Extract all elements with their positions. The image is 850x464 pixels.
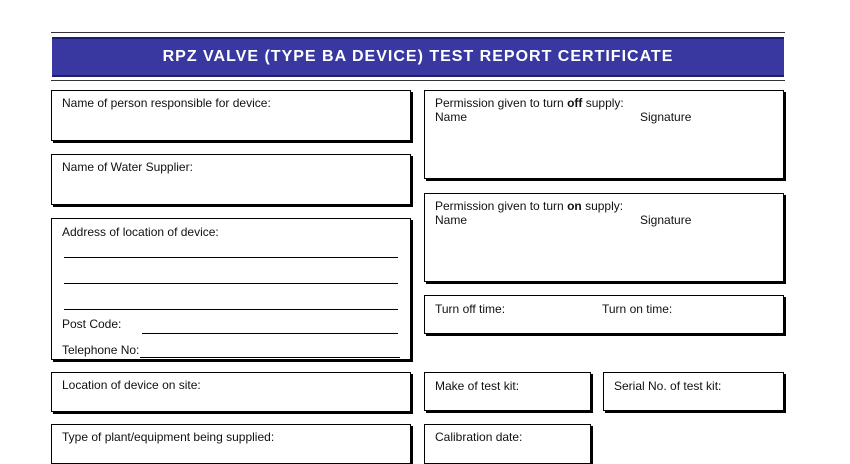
top-rule (51, 32, 785, 33)
serial-no-field[interactable] (603, 372, 784, 411)
water-supplier-field[interactable] (51, 154, 411, 205)
address-line-2[interactable] (64, 283, 398, 284)
water-supplier-label: Name of Water Supplier: (62, 160, 193, 174)
plant-type-field[interactable] (51, 424, 411, 464)
person-responsible-field[interactable] (51, 90, 411, 141)
permission-off-name-label: Name (435, 110, 468, 124)
page-title: RPZ VALVE (TYPE BA DEVICE) TEST REPORT CERTIFICATE (162, 48, 674, 65)
address-label: Address of location of device: (62, 225, 219, 239)
turn-off-time-label: Turn off time: (435, 302, 506, 316)
bottom-rule (51, 80, 785, 81)
post-code-line[interactable] (142, 333, 398, 334)
permission-on-name-label: Name (435, 213, 468, 227)
make-of-test-kit-field[interactable] (424, 372, 591, 411)
permission-on-field[interactable] (424, 193, 784, 282)
title-banner (52, 37, 784, 77)
calibration-date-field[interactable] (424, 424, 591, 464)
turn-on-time-label: Turn on time: (602, 302, 673, 316)
calibration-date-label: Calibration date: (435, 430, 523, 444)
permission-off-field[interactable] (424, 90, 784, 179)
telephone-label: Telephone No: (62, 343, 140, 357)
make-of-test-kit-label: Make of test kit: (435, 379, 520, 393)
permission-off-signature-label: Signature (640, 110, 692, 124)
plant-type-label: Type of plant/equipment being supplied: (62, 430, 275, 444)
permission-on-signature-label: Signature (640, 213, 692, 227)
address-line-1[interactable] (64, 257, 398, 258)
location-on-site-field[interactable] (51, 372, 411, 412)
address-field[interactable] (51, 218, 411, 360)
address-line-3[interactable] (64, 309, 398, 310)
person-responsible-label: Name of person responsible for device: (62, 96, 271, 110)
permission-off-label: Permission given to turn off supply: (435, 96, 624, 110)
serial-no-label: Serial No. of test kit: (614, 379, 722, 393)
location-on-site-label: Location of device on site: (62, 378, 201, 392)
permission-on-label: Permission given to turn on supply: (435, 199, 624, 213)
telephone-line[interactable] (140, 357, 400, 358)
turn-times-field[interactable] (424, 295, 784, 334)
post-code-label: Post Code: (62, 317, 122, 331)
